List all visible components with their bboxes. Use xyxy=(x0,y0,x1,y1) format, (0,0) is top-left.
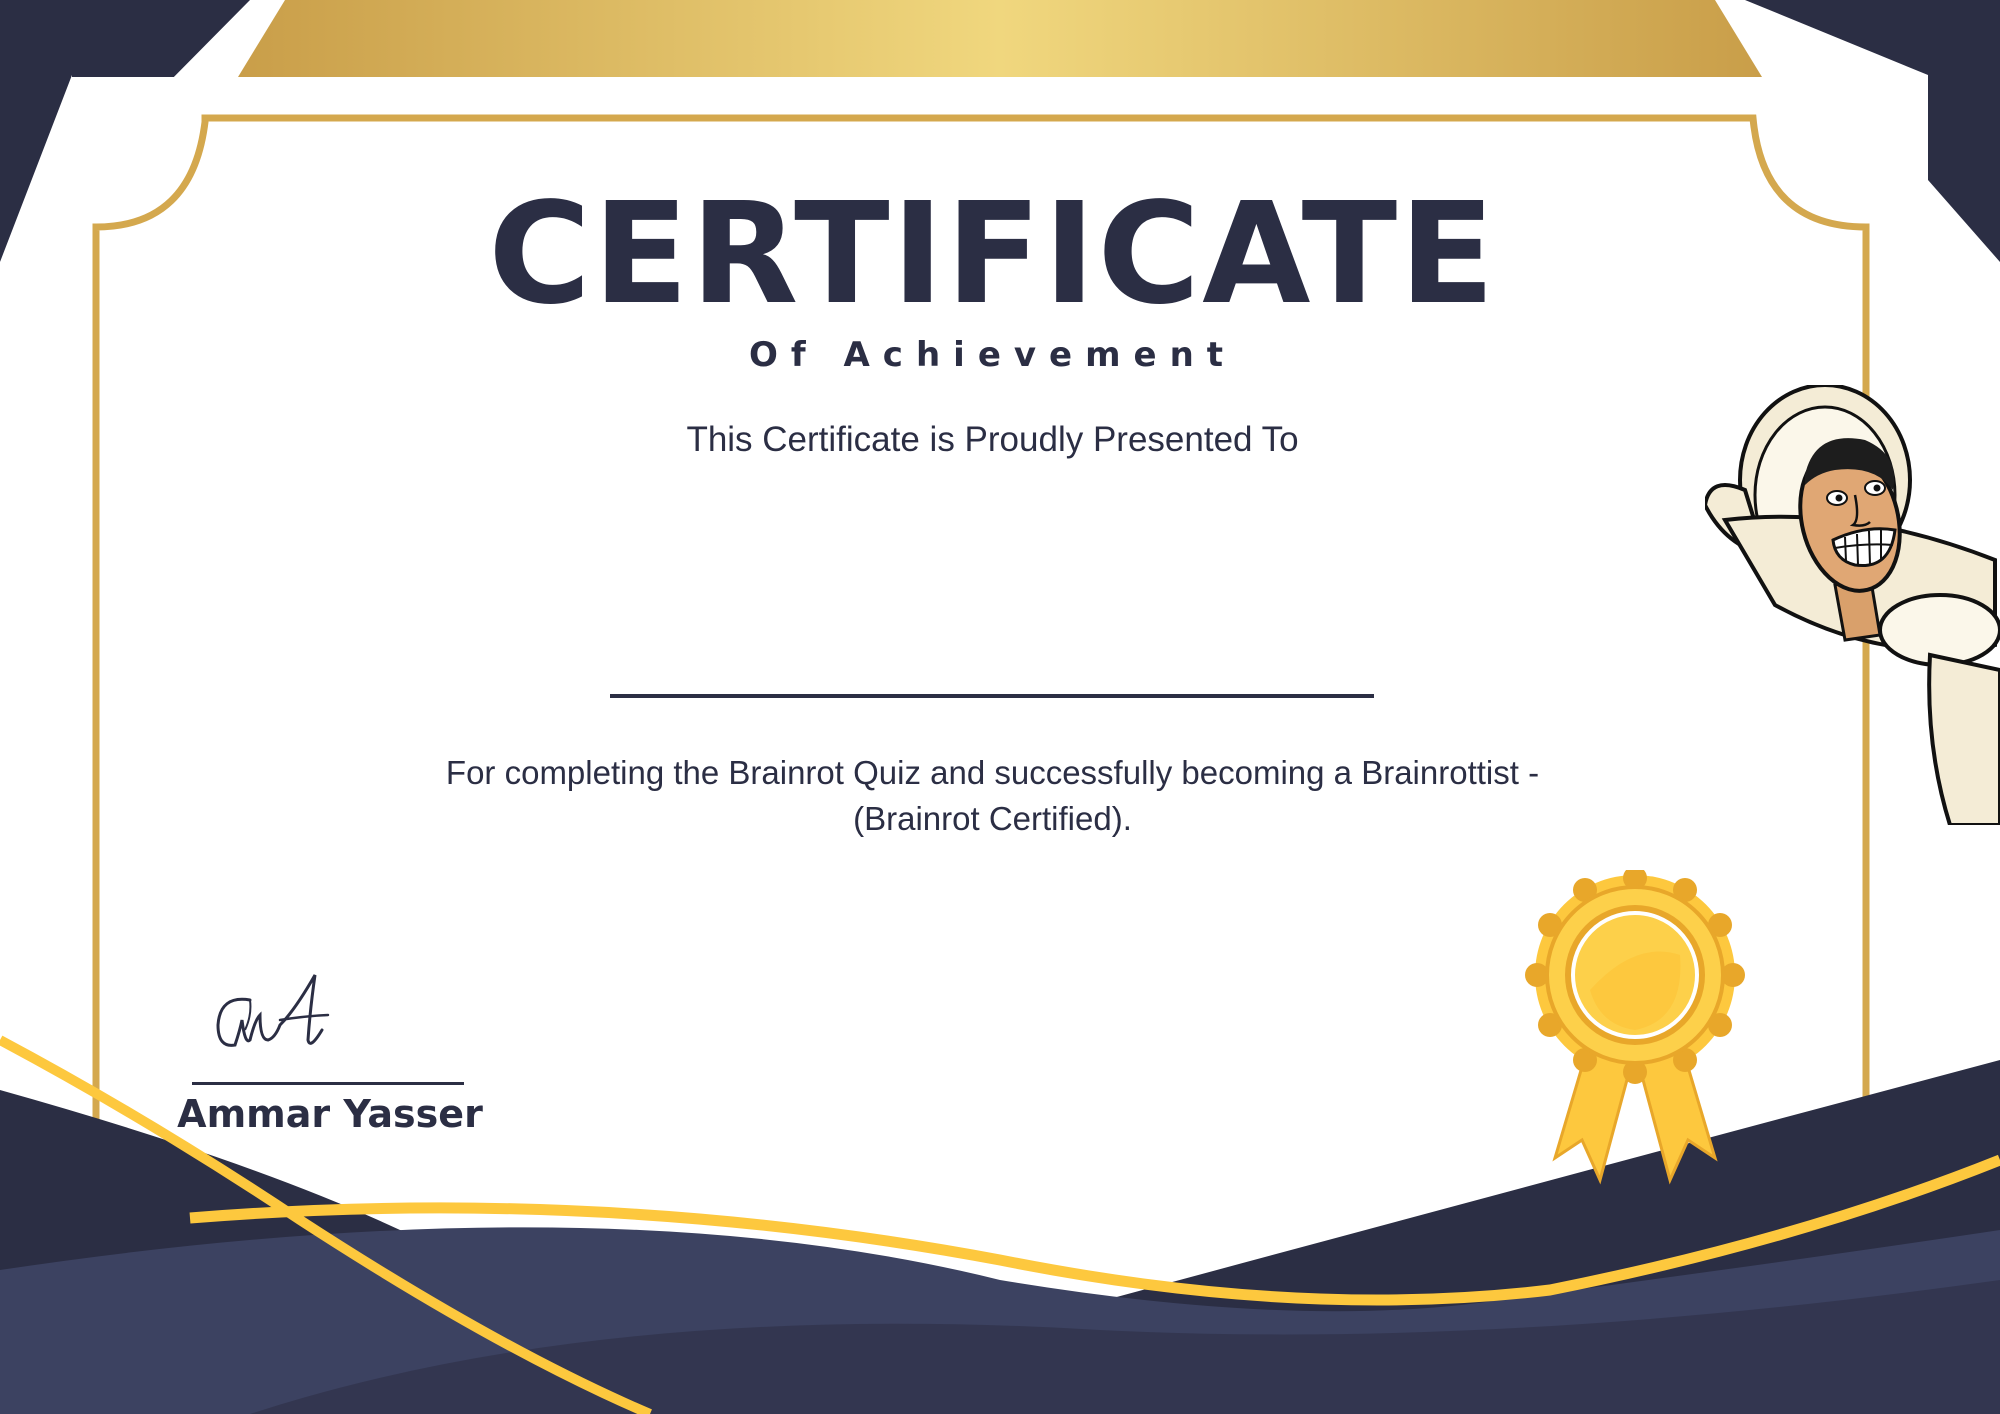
signer-name: Ammar Yasser xyxy=(177,1092,483,1136)
recipient-name xyxy=(610,620,1374,680)
presented-to-text: This Certificate is Proudly Presented To xyxy=(686,420,1299,459)
award-rosette-icon xyxy=(1520,870,1750,1190)
certificate-title: CERTIFICATE xyxy=(488,173,1497,336)
certificate-description: For completing the Brainrot Quiz and successfully becoming a Brainrottist - (Brainrot Certified). xyxy=(445,754,1540,837)
top-gold-banner xyxy=(238,0,1762,77)
recipient-name-line xyxy=(610,694,1374,698)
signature-line xyxy=(192,1082,464,1085)
toilet-head-illustration-icon xyxy=(1705,385,2000,825)
certificate-subtitle: Of Achievement xyxy=(748,335,1237,375)
handwritten-signature-icon xyxy=(210,970,360,1065)
